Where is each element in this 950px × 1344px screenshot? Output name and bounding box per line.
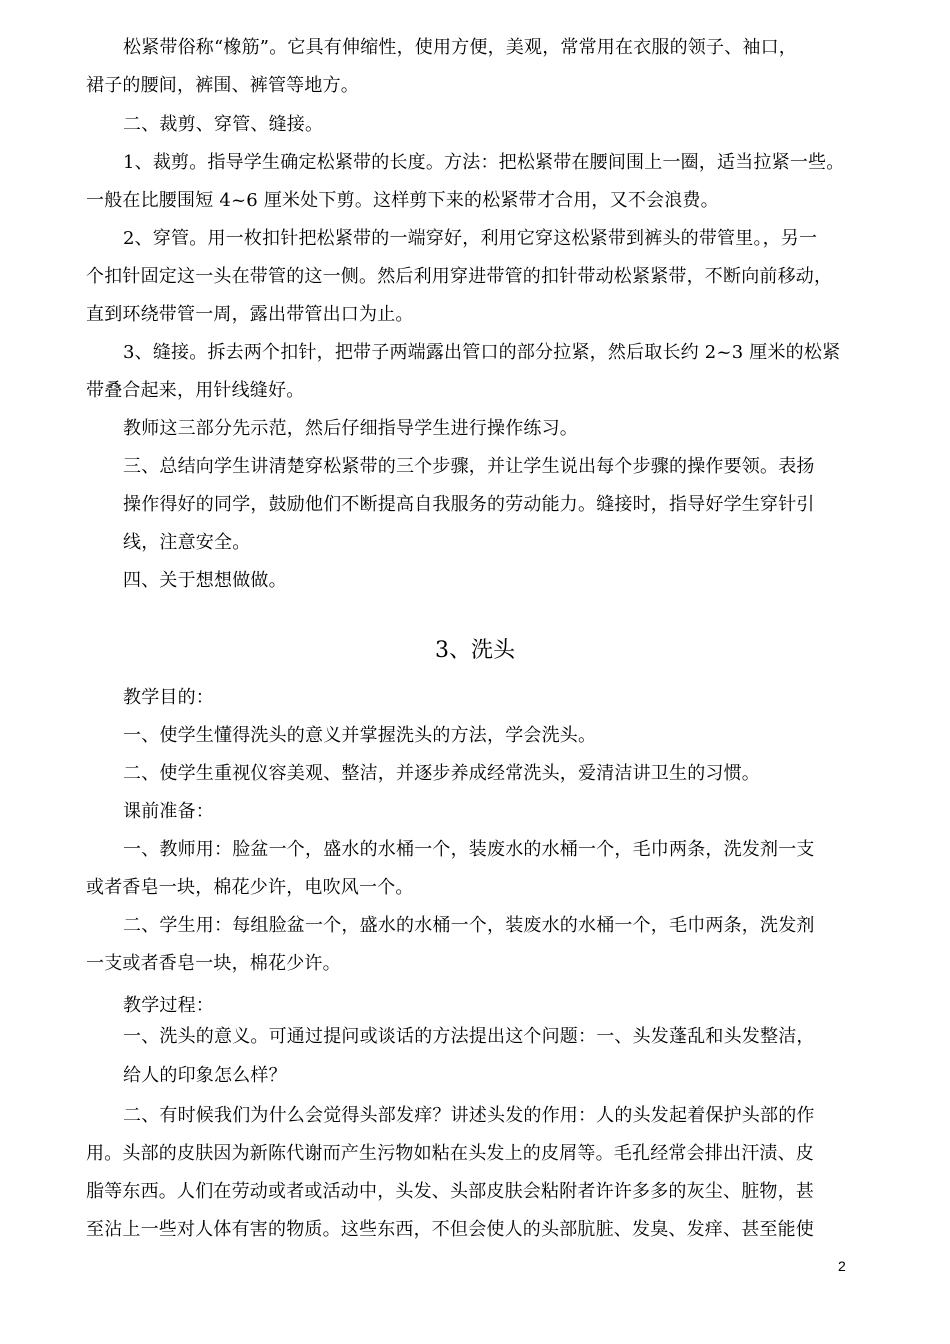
paragraph-line: 二、有时候我们为什么会觉得头部发痒？讲述头发的作用：人的头发起着保护头部的作: [123, 1105, 815, 1126]
subheading-line: 教学目的：: [123, 687, 214, 708]
paragraph-line: 用。头部的皮肤因为新陈代谢而产生污物如粘在头发上的皮屑等。毛孔经常会排出汗渍、皮: [86, 1143, 814, 1164]
paragraph-line: 二、使学生重视仪容美观、整洁，并逐步养成经常洗头，爱清洁讲卫生的习惯。: [123, 763, 760, 784]
paragraph-line: 松紧带俗称“橡筋”。它具有伸缩性，使用方便，美观，常常用在衣服的领子、袖口，: [123, 37, 798, 58]
paragraph-line: 操作得好的同学，鼓励他们不断提高自我服务的劳动能力。缝接时，指导好学生穿针引: [123, 494, 815, 515]
paragraph-line: 带叠合起来，用针线缝好。: [86, 380, 305, 401]
subheading-line: 教学过程：: [123, 995, 214, 1016]
paragraph-line: 裙子的腰间，裤围、裤管等地方。: [86, 75, 359, 96]
paragraph-line: 一、洗头的意义。可通过提问或谈话的方法提出这个问题：一、头发蓬乱和头发整洁，: [123, 1026, 815, 1047]
subheading-line: 课前准备：: [123, 801, 214, 822]
page-number: 2: [838, 1258, 846, 1274]
paragraph-line: 个扣针固定这一头在带管的这一侧。然后利用穿进带管的扣针带动松紧紧带，不断向前移动，: [86, 266, 833, 287]
section-title: 3、洗头: [435, 638, 515, 663]
paragraph-line: 2、穿管。用一枚扣针把松紧带的一端穿好，利用它穿这松紧带到裤头的带管里。，另一: [123, 228, 818, 249]
paragraph-line: 教师这三部分先示范，然后仔细指导学生进行操作练习。: [123, 418, 578, 439]
paragraph-line: 一支或者香皂一块，棉花少许。: [86, 953, 341, 974]
paragraph-line: 或者香皂一块，棉花少许，电吹风一个。: [86, 877, 414, 898]
paragraph-line: 二、学生用：每组脸盆一个，盛水的水桶一个，装废水的水桶一个，毛巾两条，洗发剂: [123, 915, 815, 936]
paragraph-line: 3、缝接。拆去两个扣针，把带子两端露出管口的部分拉紧，然后取长约 2~3 厘米的松紧: [123, 342, 841, 363]
paragraph-line: 脂等东西。人们在劳动或者或活动中，头发、头部皮肤会粘附者许许多多的灰尘、脏物，甚: [86, 1181, 814, 1202]
paragraph-line: 1、裁剪。指导学生确定松紧带的长度。方法：把松紧带在腰间围上一圈，适当拉紧一些。: [123, 152, 845, 173]
paragraph-line: 直到环绕带管一周，露出带管出口为止。: [86, 304, 414, 325]
paragraph-line: 线，注意安全。: [123, 532, 251, 553]
paragraph-line: 三、总结向学生讲清楚穿松紧带的三个步骤，并让学生说出每个步骤的操作要领。表扬: [123, 456, 815, 477]
paragraph-line: 给人的印象怎么样？: [123, 1065, 287, 1086]
paragraph-line: 一般在比腰围短 4~6 厘米处下剪。这样剪下来的松紧带才合用，又不会浪费。: [86, 190, 719, 211]
paragraph-line: 四、关于想想做做。: [123, 570, 287, 591]
paragraph-line: 一、使学生懂得洗头的意义并掌握洗头的方法，学会洗头。: [123, 725, 597, 746]
paragraph-line: 一、教师用：脸盆一个，盛水的水桶一个，装废水的水桶一个，毛巾两条，洗发剂一支: [123, 839, 815, 860]
paragraph-line: 至沾上一些对人体有害的物质。这些东西，不但会使人的头部肮脏、发臭、发痒、甚至能使: [86, 1219, 814, 1240]
section-heading-line: 二、裁剪、穿管、缝接。: [123, 114, 324, 135]
